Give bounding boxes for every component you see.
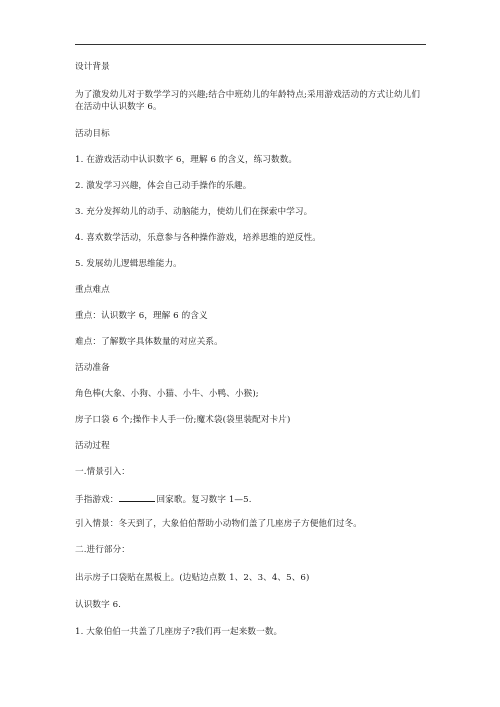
background-paragraph: 为了激发幼儿对于数学学习的兴趣;结合中班幼儿的年龄特点;采用游戏活动的方式让幼儿们在活动中认识数字 6。 (75, 90, 421, 112)
heading-preparation: 活动准备 (75, 363, 110, 373)
section-intro-heading: 一.情景引入： (75, 467, 130, 477)
goal-item-2: 2. 激发学习兴趣，体会自己动手操作的乐趣。 (75, 181, 252, 191)
preparation-item-1: 角色棒(大象、小狗、小猫、小牛、小鸭、小猴); (75, 389, 259, 399)
intro-scene: 引入情景：冬天到了，大象伯伯帮助小动物们盖了几座房子方便他们过冬。 (75, 519, 362, 529)
heading-key-points: 重点难点 (75, 285, 110, 295)
finger-game-line (75, 492, 435, 506)
question-item-1: 1. 大象伯伯一共盖了几座房子?我们再一起来数一数。 (75, 627, 283, 637)
key-point: 重点：认识数字 6，理解 6 的含义 (75, 311, 208, 321)
recognize-number-six: 认识数字 6. (75, 600, 122, 610)
heading-process: 活动过程 (75, 441, 110, 451)
show-houses-step: 出示房子口袋贴在黑板上。(边贴边点数 1、2、3、4、5、6) (75, 573, 310, 583)
goal-item-5: 5. 发展幼儿逻辑思维能力。 (75, 259, 182, 269)
goal-item-3: 3. 充分发挥幼儿的动手、动脑能力，使幼儿们在探索中学习。 (75, 207, 313, 217)
finger-game-suffix: 回家歌。复习数字 1—5. (156, 495, 252, 505)
fill-in-blank (119, 492, 155, 502)
difficulty-point: 难点：了解数字具体数量的对应关系。 (75, 337, 223, 347)
section-main-heading: 二.进行部分： (75, 545, 130, 555)
goal-item-1: 1. 在游戏活动中认识数字 6，理解 6 的含义，练习数数。 (75, 155, 298, 165)
preparation-item-2: 房子口袋 6 个;操作卡人手一份;魔术袋(袋里装配对卡片) (75, 415, 291, 425)
heading-goals: 活动目标 (75, 129, 110, 139)
header-rule (75, 44, 426, 45)
finger-game-prefix: 手指游戏： (75, 495, 119, 505)
goal-item-4: 4. 喜欢数学活动，乐意参与各种操作游戏，培养思维的逆反性。 (75, 233, 321, 243)
heading-background: 设计背景 (75, 62, 110, 72)
